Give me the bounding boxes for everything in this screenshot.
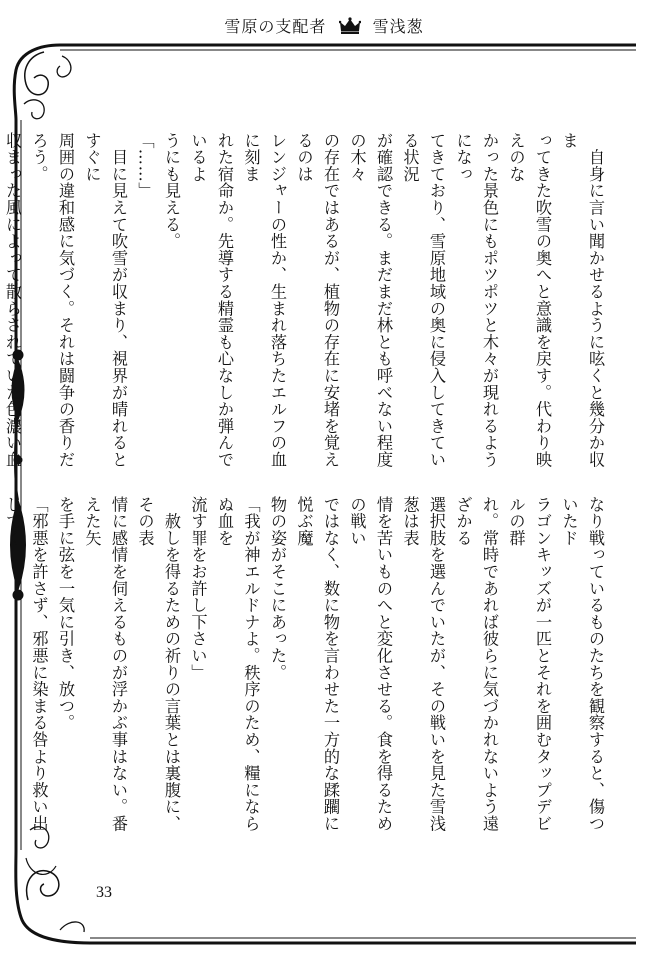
text-line: 「我が神エルドナよ。秩序のため、糧にならぬ血を: [215, 496, 261, 832]
text-line: 物の姿がそこにあった。: [268, 496, 287, 681]
text-line: 選択肢を選んでいたが、その戦いを見た雪浅葱は表: [400, 496, 446, 832]
text-line: れ。常時であれば彼らに気づかれないよう遠ざかる: [453, 496, 499, 832]
text-line: かった景色にもポツポツと木々が現れるようになっ: [453, 132, 499, 468]
text-line: の存在ではあるが、植物の存在に安堵を覚えるのは: [294, 132, 340, 468]
text-line: 流す罪をお許し下さい」: [188, 496, 208, 681]
text-line: 「……」: [135, 132, 155, 200]
text-line: が確認できる。まだまだ林とも呼べない程度の木々: [347, 132, 393, 468]
text-line: 周囲の違和感に気づく。それは闘争の香りだろう。: [29, 132, 75, 468]
text-line: うにも見える。: [162, 132, 181, 250]
text-line: ってきた吹雪の奥へと意識を戻す。代わり映えのな: [506, 132, 552, 468]
text-line: 収まった風によって散らされていた色濃い血: [3, 132, 22, 468]
text-line: てきており、雪原地域の奥に侵入してきている状況: [400, 132, 446, 468]
text-line: ではなく、数に物を言わせた一方的な蹂躙に悦ぶ魔: [294, 496, 340, 832]
text-line: を手に弦を一気に引き、放つ。: [56, 496, 75, 732]
author-name: 雪浅葱: [372, 17, 424, 36]
text-line: 自身に言い聞かせるように呟くと幾分か収ま: [559, 132, 605, 468]
text-line: 情に感情を伺えるものが浮かぶ事はない。番えた矢: [82, 496, 128, 832]
book-title: 雪原の支配者: [224, 17, 327, 36]
text-line: 目に見えて吹雪が収まり、視界が晴れるとすぐに: [82, 132, 128, 468]
text-line: 情を苦いものへと変化させる。食を得るための戦い: [347, 496, 393, 832]
text-line: 赦しを得るための祈りの言葉とは裏腹に、その表: [135, 496, 181, 832]
upper-text-block: [0, 132, 608, 470]
text-line: れた宿命か。先導する精霊も心なしか弾んでいるよ: [188, 132, 234, 468]
text-line: レンジャーの性か、生まれ落ちたエルフの血に刻ま: [241, 132, 287, 468]
lower-text-block: [0, 496, 608, 836]
text-line: なり戦っているものたちを観察すると、傷ついたド: [559, 496, 605, 832]
page-number: 33: [96, 884, 112, 901]
text-line: 「邪悪を許さず、邪悪に染まる咎より救い出してく: [3, 496, 49, 832]
text-line: ラゴンキッズが一匹とそれを囲むタップデビルの群: [506, 496, 552, 832]
